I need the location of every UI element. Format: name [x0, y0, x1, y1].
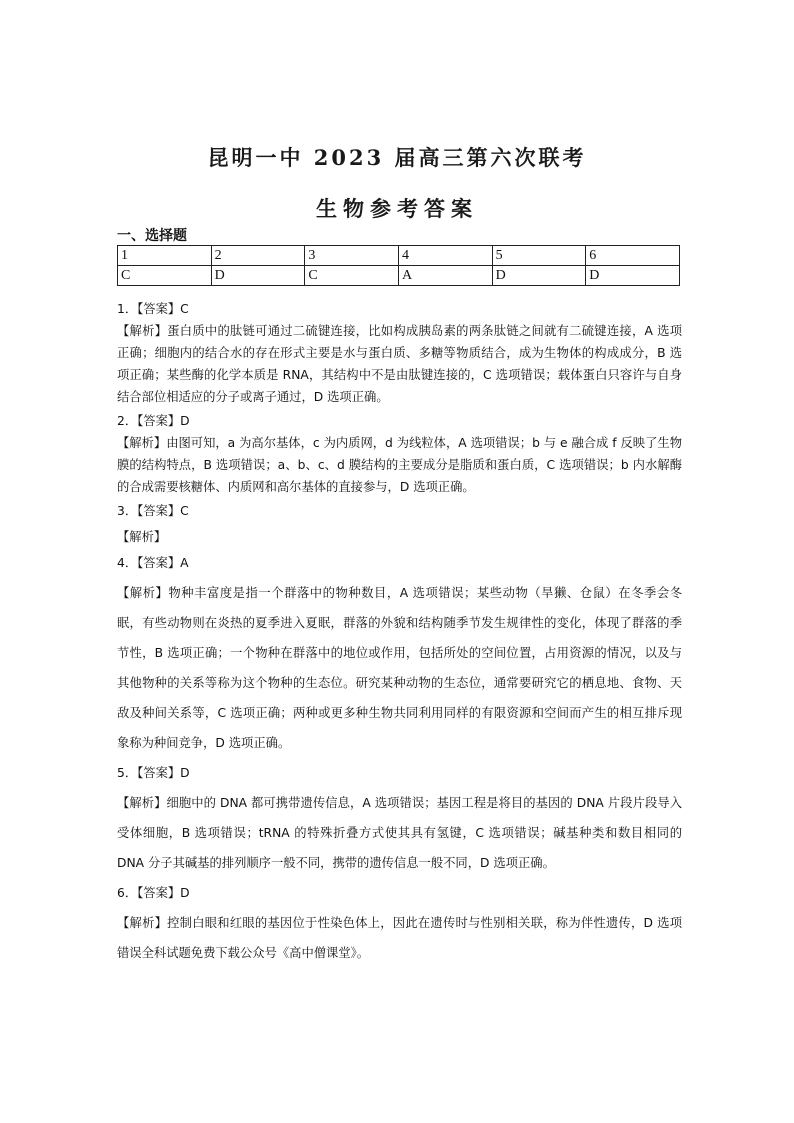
- table-cell-number: 6: [586, 246, 680, 266]
- explanation-4: 【解析】物种丰富度是指一个群落中的物种数目，A 选项错误；某些动物（旱獭、仓鼠）在冬季会冬眠，有些动物则在炎热的夏季进入夏眠，群落的外貌和结构随季节发生规律性的变化，体现了群落的季节性，B 选项正确；一个物种在群落中的地位或作用，包括所处的空间位置，占用资源的情况，以及与其他物种的关系等称为这个物种的生态位。研究某种动物的生态位，通常要研究它的栖息地、食物、天敌及种间关系等，C 选项正确；两种或更多种生物共同利用同样的有限资源和空间而产生的相互排斥现象称为种间竞争，D 选项正确。: [117, 586, 682, 750]
- page-title: 昆明一中 2023 届高三第六次联考: [207, 145, 587, 170]
- table-cell-number: 4: [398, 246, 492, 266]
- answer-line-2: 2．【答案】D: [117, 414, 190, 428]
- answer-line-5: 5．【答案】D: [117, 766, 190, 780]
- table-cell-answer: D: [211, 266, 305, 286]
- explanation-6: 【解析】控制白眼和红眼的基因位于性染色体上，因此在遗传时与性别相关联，称为伴性遗传，D 选项错误全科试题免费下载公众号《高中僧课堂》。: [117, 916, 682, 960]
- page-subtitle: 生物参考答案: [316, 196, 478, 221]
- table-cell-answer: C: [118, 266, 212, 286]
- explanation-1: 【解析】蛋白质中的肽链可通过二硫键连接，比如构成胰岛素的两条肽链之间就有二硫键连接，A 选项正确；细胞内的结合水的存在形式主要是水与蛋白质、多糖等物质结合，成为生物体的构成成分，B 选项正确；某些酶的化学本质是 RNA，其结构中不是由肽键连接的，C 选项错误；载体蛋白只容许与自身结合部位相适应的分子或离子通过，D 选项正确。: [117, 324, 682, 404]
- table-cell-answer: A: [398, 266, 492, 286]
- table-row-answers: [118, 266, 680, 286]
- table-cell-number: 3: [305, 246, 399, 266]
- table-cell-number: 5: [492, 246, 586, 266]
- answer-line-1: 1．【答案】C: [117, 302, 189, 316]
- section-heading: 一、选择题: [117, 228, 187, 244]
- explanation-3: 【解析】: [117, 530, 167, 544]
- answer-table: [117, 245, 680, 286]
- answer-line-3: 3．【答案】C: [117, 504, 189, 518]
- table-row-numbers: [118, 246, 680, 266]
- table-cell-answer: D: [492, 266, 586, 286]
- explanation-5: 【解析】细胞中的 DNA 都可携带遗传信息，A 选项错误；基因工程是将目的基因的 DNA 片段片段导入受体细胞，B 选项错误；tRNA 的特殊折叠方式使其具有氢键，C 选项错误；碱基种类和数目相同的 DNA 分子其碱基的排列顺序一般不同，携带的遗传信息一般不同，D 选项正确。: [117, 796, 682, 870]
- table-cell-answer: C: [305, 266, 399, 286]
- answer-line-4: 4．【答案】A: [117, 556, 189, 570]
- explanation-2: 【解析】由图可知，a 为高尔基体，c 为内质网，d 为线粒体，A 选项错误；b 与 e 融合成 f 反映了生物膜的结构特点，B 选项错误；a、b、c、d 膜结构的主要成分是脂质和蛋白质，C 选项错误；b 内水解酶的合成需要核糖体、内质网和高尔基体的直接参与，D 选项正确。: [117, 436, 682, 494]
- answer-line-6: 6．【答案】D: [117, 886, 190, 900]
- table-cell-number: 2: [211, 246, 305, 266]
- answer-explanations: [117, 298, 682, 968]
- table-cell-answer: D: [586, 266, 680, 286]
- table-cell-number: 1: [118, 246, 212, 266]
